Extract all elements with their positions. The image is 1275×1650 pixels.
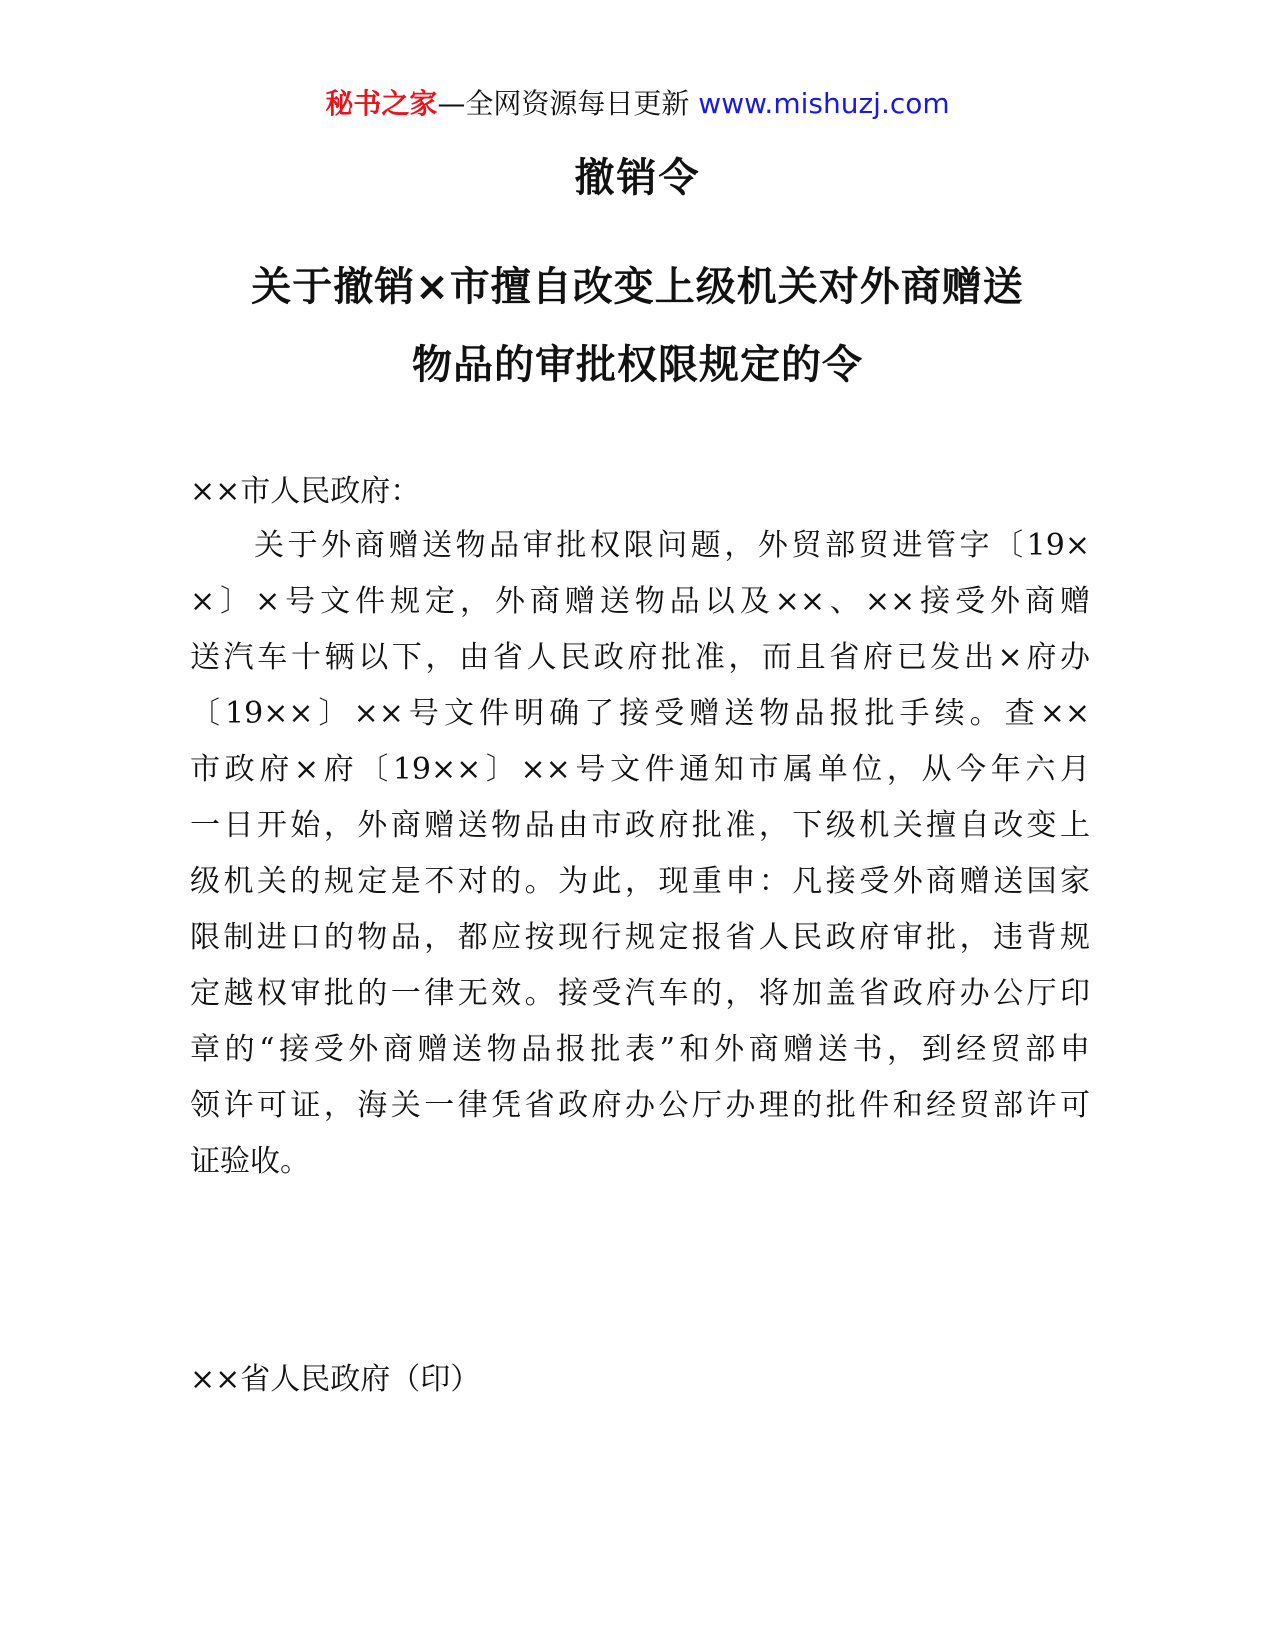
site-url-link[interactable]: www.mishuzj.com — [698, 87, 950, 120]
body-line: 章的“接受外商赠送物品报批表”和外商赠送书，到经贸部申 — [190, 1032, 1090, 1067]
document-type-heading: 撤销令 — [574, 155, 701, 201]
document-title — [160, 248, 1115, 404]
body-line: 送汽车十辆以下，由省人民政府批准，而且省府已发出×府办 — [190, 640, 1090, 675]
body-line: 限制进口的物品，都应按现行规定报省人民政府审批，违背规 — [190, 920, 1090, 955]
site-tagline: —全网资源每日更新 — [437, 87, 690, 120]
body-line: 关于外商赠送物品审批权限问题，外贸部贸进管字〔19× — [254, 528, 1090, 563]
body-line: 一日开始，外商赠送物品由市政府批准，下级机关擅自改变上 — [190, 808, 1090, 843]
body-line: 领许可证，海关一律凭省政府办公厅办理的批件和经贸部许可 — [190, 1088, 1090, 1123]
body-line: 〔19××〕××号文件明确了接受赠送物品报批手续。查×× — [190, 696, 1090, 731]
document-body — [190, 518, 1090, 1190]
site-header — [0, 84, 1275, 124]
signature-line: ××省人民政府（印） — [190, 1362, 481, 1397]
body-line: 定越权审批的一律无效。接受汽车的，将加盖省政府办公厅印 — [190, 976, 1090, 1011]
site-brand: 秘书之家 — [325, 87, 438, 120]
body-line: 市政府×府〔19××〕××号文件通知市属单位，从今年六月 — [190, 752, 1090, 787]
recipient-line: ××市人民政府： — [190, 474, 421, 509]
document-title-line: 物品的审批权限规定的令 — [412, 342, 863, 388]
body-line: 证验收。 — [190, 1144, 310, 1179]
body-line: ×〕×号文件规定，外商赠送物品以及××、××接受外商赠 — [190, 584, 1090, 619]
document-title-line: 关于撤销×市擅自改变上级机关对外商赠送 — [251, 264, 1024, 310]
body-line: 级机关的规定是不对的。为此，现重申：凡接受外商赠送国家 — [190, 864, 1090, 899]
